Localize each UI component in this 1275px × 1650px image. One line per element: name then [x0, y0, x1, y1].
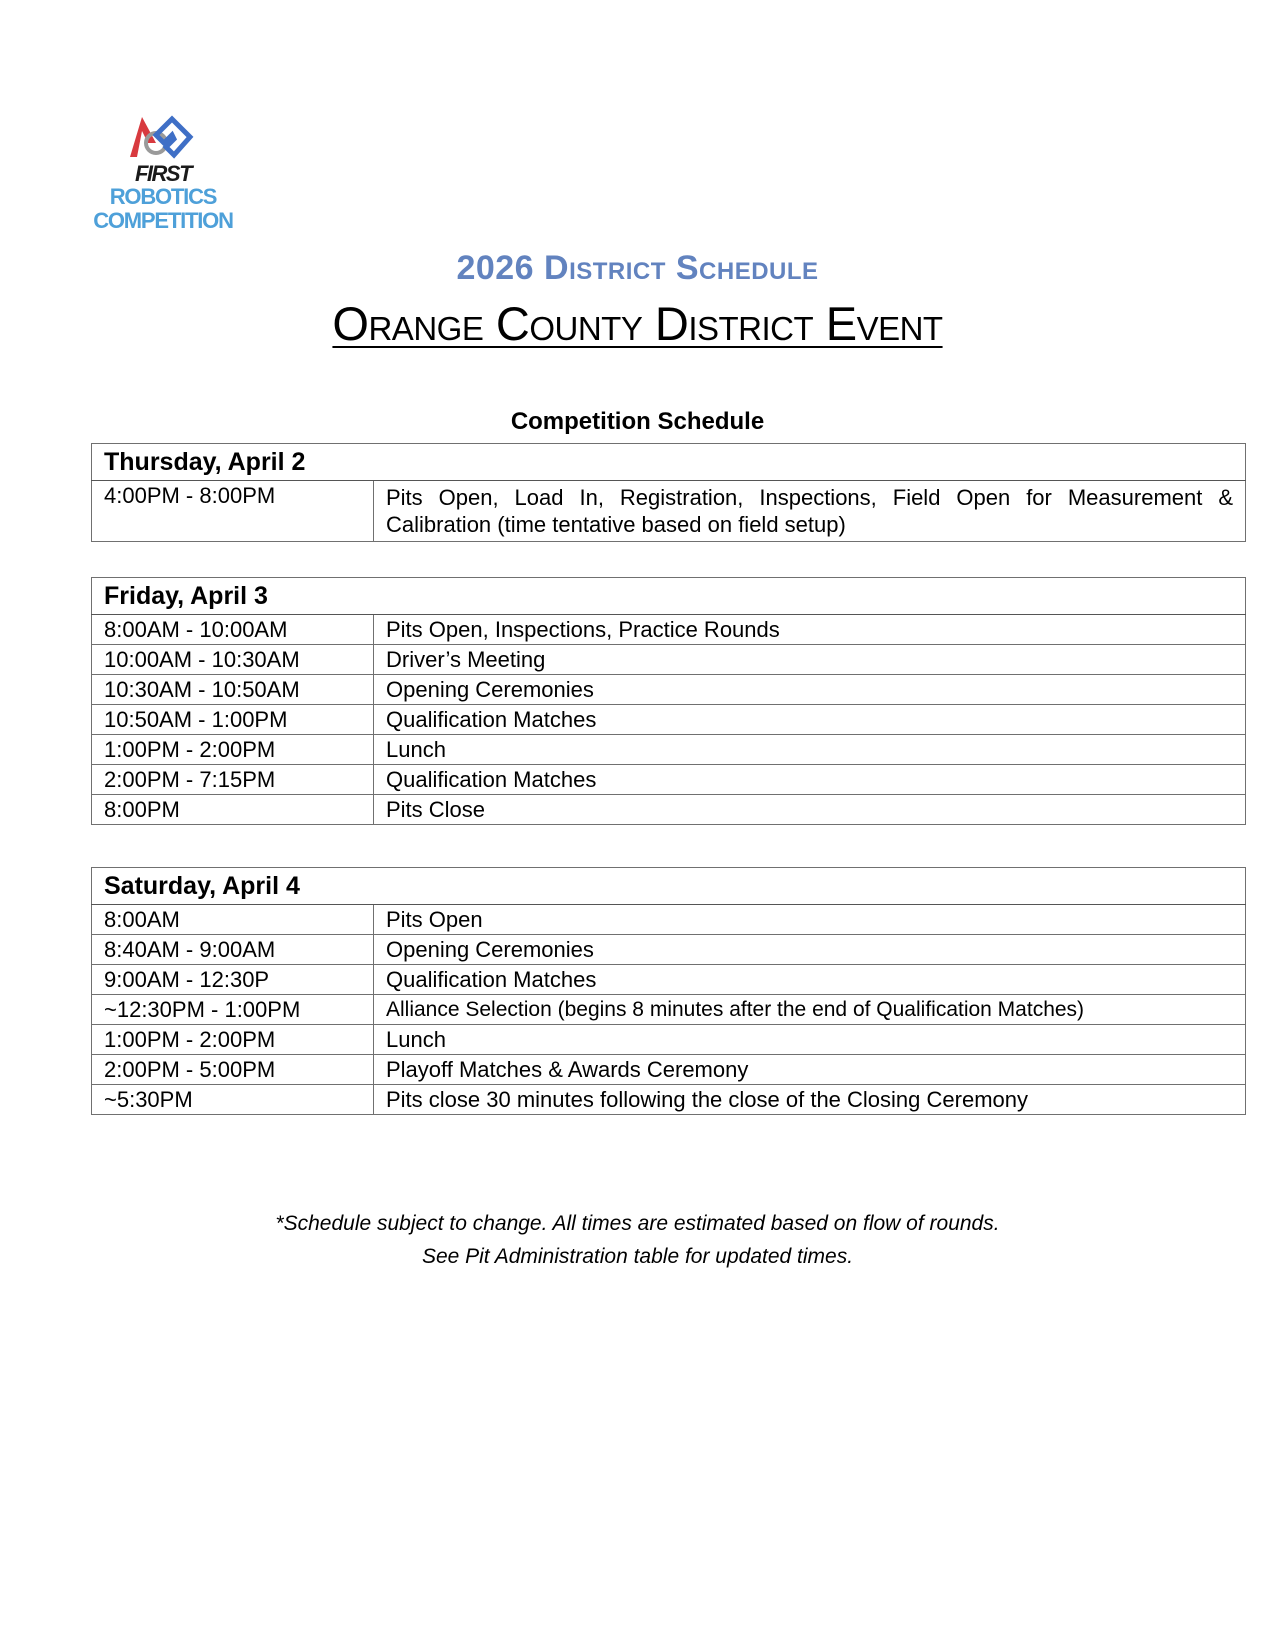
activity-cell: Playoff Matches & Awards Ceremony — [374, 1055, 1246, 1085]
schedule-table-saturday — [91, 867, 1246, 1115]
day-header: Thursday, April 2 — [92, 444, 1246, 481]
time-cell: 10:50AM - 1:00PM — [92, 705, 374, 735]
activity-cell: Qualification Matches — [374, 705, 1246, 735]
activity-cell: Alliance Selection (begins 8 minutes after the end of Qualification Matches) — [374, 995, 1246, 1025]
time-cell: 8:00AM — [92, 905, 374, 935]
activity-cell: Qualification Matches — [374, 965, 1246, 995]
section-heading: Competition Schedule — [510, 408, 765, 435]
table-row — [92, 1025, 1246, 1055]
table-row — [92, 965, 1246, 995]
time-cell: 8:00AM - 10:00AM — [92, 615, 374, 645]
table-row — [92, 765, 1246, 795]
time-cell: ~5:30PM — [92, 1085, 374, 1115]
event-title — [0, 296, 1275, 351]
time-cell: ~12:30PM - 1:00PM — [92, 995, 374, 1025]
day-header: Saturday, April 4 — [92, 868, 1246, 905]
table-row — [92, 795, 1246, 825]
day-header-row — [92, 578, 1246, 615]
time-cell: 8:00PM — [92, 795, 374, 825]
activity-cell: Qualification Matches — [374, 765, 1246, 795]
table-row — [92, 735, 1246, 765]
table-row — [92, 1085, 1246, 1115]
table-row — [92, 935, 1246, 965]
disclaimer-line-2: See Pit Administration table for updated times. — [421, 1245, 854, 1268]
table-row — [92, 705, 1246, 735]
time-cell: 10:30AM - 10:50AM — [92, 675, 374, 705]
first-logo-mark-icon — [126, 113, 196, 161]
time-cell: 1:00PM - 2:00PM — [92, 735, 374, 765]
activity-cell: Pits Open — [374, 905, 1246, 935]
table-row — [92, 481, 1246, 542]
table-row — [92, 645, 1246, 675]
activity-cell: Lunch — [374, 735, 1246, 765]
activity-cell: Pits Close — [374, 795, 1246, 825]
time-cell: 2:00PM - 5:00PM — [92, 1055, 374, 1085]
disclaimer-line-1: *Schedule subject to change. All times are estimated based on flow of rounds. — [275, 1212, 1000, 1235]
schedule-disclaimer — [0, 1207, 1275, 1273]
schedule-table-thursday — [91, 443, 1246, 542]
activity-cell: Lunch — [374, 1025, 1246, 1055]
day-header: Friday, April 3 — [92, 578, 1246, 615]
logo-robotics-text: ROBOTICS — [109, 184, 217, 209]
table-row — [92, 995, 1246, 1025]
activity-cell: Pits close 30 minutes following the close of the Closing Ceremony — [374, 1085, 1246, 1115]
activity-cell: Opening Ceremonies — [374, 935, 1246, 965]
schedule-table-friday — [91, 577, 1246, 825]
activity-cell: Pits Open, Load In, Registration, Inspections, Field Open for Measurement & Calibration (time tentative based on field setup) — [374, 481, 1246, 542]
schedule-subtitle: 2026 District Schedule — [456, 249, 819, 287]
time-cell: 2:00PM - 7:15PM — [92, 765, 374, 795]
table-row — [92, 1055, 1246, 1085]
time-cell: 9:00AM - 12:30P — [92, 965, 374, 995]
activity-cell: Driver’s Meeting — [374, 645, 1246, 675]
activity-cell: Opening Ceremonies — [374, 675, 1246, 705]
table-row — [92, 905, 1246, 935]
day-header-row — [92, 868, 1246, 905]
table-row — [92, 615, 1246, 645]
logo-competition-text: COMPETITION — [93, 208, 233, 233]
time-cell: 4:00PM - 8:00PM — [92, 481, 374, 542]
day-header-row — [92, 444, 1246, 481]
logo-first-text: FIRST — [134, 161, 192, 186]
event-title-text: Orange County District Event — [332, 297, 943, 350]
time-cell: 1:00PM - 2:00PM — [92, 1025, 374, 1055]
table-row — [92, 675, 1246, 705]
first-robotics-logo — [88, 113, 243, 238]
time-cell: 8:40AM - 9:00AM — [92, 935, 374, 965]
activity-cell: Pits Open, Inspections, Practice Rounds — [374, 615, 1246, 645]
time-cell: 10:00AM - 10:30AM — [92, 645, 374, 675]
